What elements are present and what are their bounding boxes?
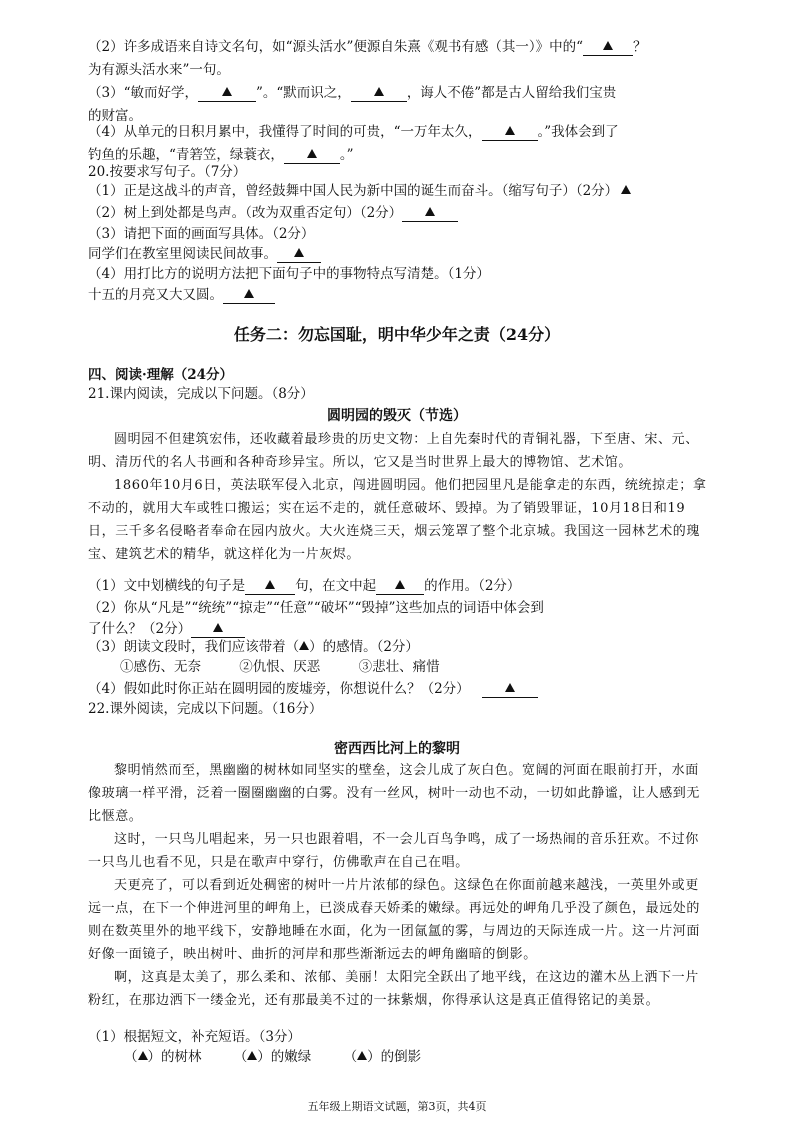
answer-blank[interactable] xyxy=(376,578,424,595)
answer-blank[interactable] xyxy=(198,85,256,102)
triangle-icon xyxy=(374,87,384,96)
q20-heading: 20.按要求写句子。（7分） xyxy=(88,164,247,180)
triangle-icon xyxy=(265,580,275,589)
answer-blank[interactable] xyxy=(277,246,321,263)
answer-blank[interactable] xyxy=(351,85,407,102)
answer-blank[interactable] xyxy=(482,124,538,141)
answer-blank[interactable] xyxy=(618,183,634,199)
q20-2: （2）树上到处都是鸟声。（改为双重否定句）（2分） xyxy=(88,202,718,224)
phrase-item[interactable]: （ ）的嫩绿 xyxy=(233,1049,312,1065)
option-3[interactable]: ③悲壮、痛惜 xyxy=(358,659,440,675)
task2-title: 任务二：勿忘国耻，明中华少年之责（24分） xyxy=(233,325,561,344)
triangle-icon xyxy=(603,41,613,50)
q21-2: （2）你从“凡是”“统统”“掠走”“任意”“破坏”“毁掉”这些加点的词语中体会到 xyxy=(88,600,544,616)
answer-blank[interactable] xyxy=(583,39,633,56)
triangle-icon xyxy=(425,207,435,216)
passage1-title: 圆明园的毁灭（节选） xyxy=(327,408,467,424)
phrase-item[interactable]: （ ）的倒影 xyxy=(343,1049,422,1065)
triangle-icon xyxy=(247,1051,257,1060)
q19-3-line2: 的财富。 xyxy=(88,108,142,124)
triangle-icon xyxy=(244,289,254,298)
q22-heading: 22.课外阅读，完成以下问题。（16分） xyxy=(88,701,323,717)
triangle-icon xyxy=(505,683,515,692)
option-2[interactable]: ②仇恨、厌恶 xyxy=(239,659,321,675)
option-1[interactable]: ①感伤、无奈 xyxy=(120,659,201,675)
passage2-body xyxy=(88,759,708,1012)
triangle-icon xyxy=(138,1051,148,1060)
section4-heading: 四、阅读·理解（24分） xyxy=(88,367,233,383)
q22-1: （1）根据短文，补充短语。（3分） xyxy=(88,1029,301,1045)
triangle-icon xyxy=(395,580,405,589)
q22-1-items xyxy=(124,1046,754,1068)
passage2-p3: 天更亮了，可以看到近处稠密的树叶一片片浓郁的绿色。这绿色在你面前越来越浅，一英里外或更远一点，在下一个伸进河里的岬角上，已淡成春天娇柔的嫩绿。再远处的岬角几乎没了颜色，最远处的则在数英里外的地平线下，安静地睡在水面，化为一团氤氲的雾，与周边的天际连成一片。这一片河面好像一面镜子，映出树叶、曲折的河岸和那些渐渐远去的岬角幽暗的倒影。 xyxy=(88,878,701,962)
triangle-icon xyxy=(621,185,631,194)
phrase-item[interactable]: （ ）的树林 xyxy=(124,1049,202,1065)
q21-4: （4）假如此时你正站在圆明园的废墟旁，你想说什么？（2分） xyxy=(88,678,718,700)
q19-3-line1: （3）“敏而好学， ”。“默而识之， ，诲人不倦”都是古人留给我们宝贵 xyxy=(88,85,617,101)
answer-blank[interactable] xyxy=(402,205,458,222)
answer-blank[interactable] xyxy=(482,681,538,698)
q21-1: （1）文中划横线的句子是 句，在文中起 的作用。（2分） xyxy=(88,578,521,594)
triangle-icon xyxy=(299,641,309,650)
page-footer: 五年级上期语文试题，第3页，共4页 xyxy=(307,1100,487,1113)
q19-2-line1: （2）许多成语来自诗文名句，如“源头活水”便源自朱熹《观书有感（其一）》中的“ ？ xyxy=(88,39,647,55)
q19-2-line2: 为有源头活水来”一句。 xyxy=(88,62,230,78)
q19-4-line1: （4）从单元的日积月累中，我懂得了时间的可贵，“一万年太久， 。”我体会到了 xyxy=(88,124,619,140)
triangle-icon xyxy=(294,248,304,257)
triangle-icon xyxy=(357,1051,367,1060)
triangle-icon xyxy=(505,126,515,135)
q19-4-line2: 钓鱼的乐趣，“青箬笠，绿蓑衣， 。” xyxy=(88,147,354,163)
answer-blank[interactable] xyxy=(245,578,295,595)
q20-3: （3）请把下面的画面写具体。（2分） xyxy=(88,226,315,242)
q21-3: （3）朗读文段时，我们应该带着（ ）的感情。（2分） xyxy=(88,639,419,655)
triangle-icon xyxy=(213,623,223,632)
passage2-p1: 黎明悄然而至，黑幽幽的树林如同坚实的壁垒，这会儿成了灰白色。宽阔的河面在眼前打开，水面像玻璃一样平滑，泛着一圈圈幽幽的白雾。没有一丝风，树叶一动也不动，一切如此静谧，让人感到无比惬意。 xyxy=(88,763,701,824)
passage2-p4: 啊，这真是太美了，那么柔和、浓郁、美丽！太阳完全跃出了地平线，在这边的灌木丛上洒下一片粉红，在那边洒下一缕金光，还有那最美不过的一抹紫烟，你得承认这是真正值得铭记的美景。 xyxy=(88,970,699,1008)
passage2-p2: 这时，一只鸟儿唱起来，另一只也跟着唱，不一会儿百鸟争鸣，成了一场热闹的音乐狂欢。不过你一只鸟儿也看不见，只是在歌声中穿行，仿佛歌声在自己在唱。 xyxy=(88,832,699,870)
passage1-p1: 圆明园不但建筑宏伟，还收藏着最珍贵的历史文物：上自先秦时代的青铜礼器，下至唐、宋、元、明、清历代的名人书画和各种奇珍异宝。所以，它又是当时世界上最大的博物馆、艺术馆。 xyxy=(88,432,699,470)
passage2-title: 密西西比河上的黎明 xyxy=(334,741,460,757)
q20-4-sentence: 十五的月亮又大又圆。 xyxy=(88,284,718,306)
q21-3-options xyxy=(120,656,750,678)
triangle-icon xyxy=(307,149,317,158)
q20-3-sentence: 同学们在教室里阅读民间故事。 xyxy=(88,243,718,265)
passage1-p2: 1860年10月6日，英法联军侵入北京，闯进圆明园。他们把园里凡是能拿走的东西，统统掠走；拿不动的，就用大车或牲口搬运；实在运不走的，就任意破坏、毁掉。为了销毁罪证，10月18日和19日，三千多名侵略者奉命在园内放火。大火连烧三天，烟云笼罩了整个北京城。我国这一园林艺术的瑰宝、建筑艺术的精华，就这样化为一片灰烬。 xyxy=(88,478,707,562)
q21-heading: 21.课内阅读，完成以下问题。（8分） xyxy=(88,386,314,402)
q21-2-cont: 了什么？（2分） xyxy=(88,618,718,640)
passage1-body xyxy=(88,428,708,566)
q20-1: （1）正是这战斗的声音，曾经鼓舞中国人民为新中国的诞生而奋斗。（缩写句子）（2分） xyxy=(88,180,718,202)
triangle-icon xyxy=(222,87,232,96)
answer-blank[interactable] xyxy=(223,287,275,304)
q20-4: （4）用打比方的说明方法把下面句子中的事物特点写清楚。（1分） xyxy=(88,266,490,282)
